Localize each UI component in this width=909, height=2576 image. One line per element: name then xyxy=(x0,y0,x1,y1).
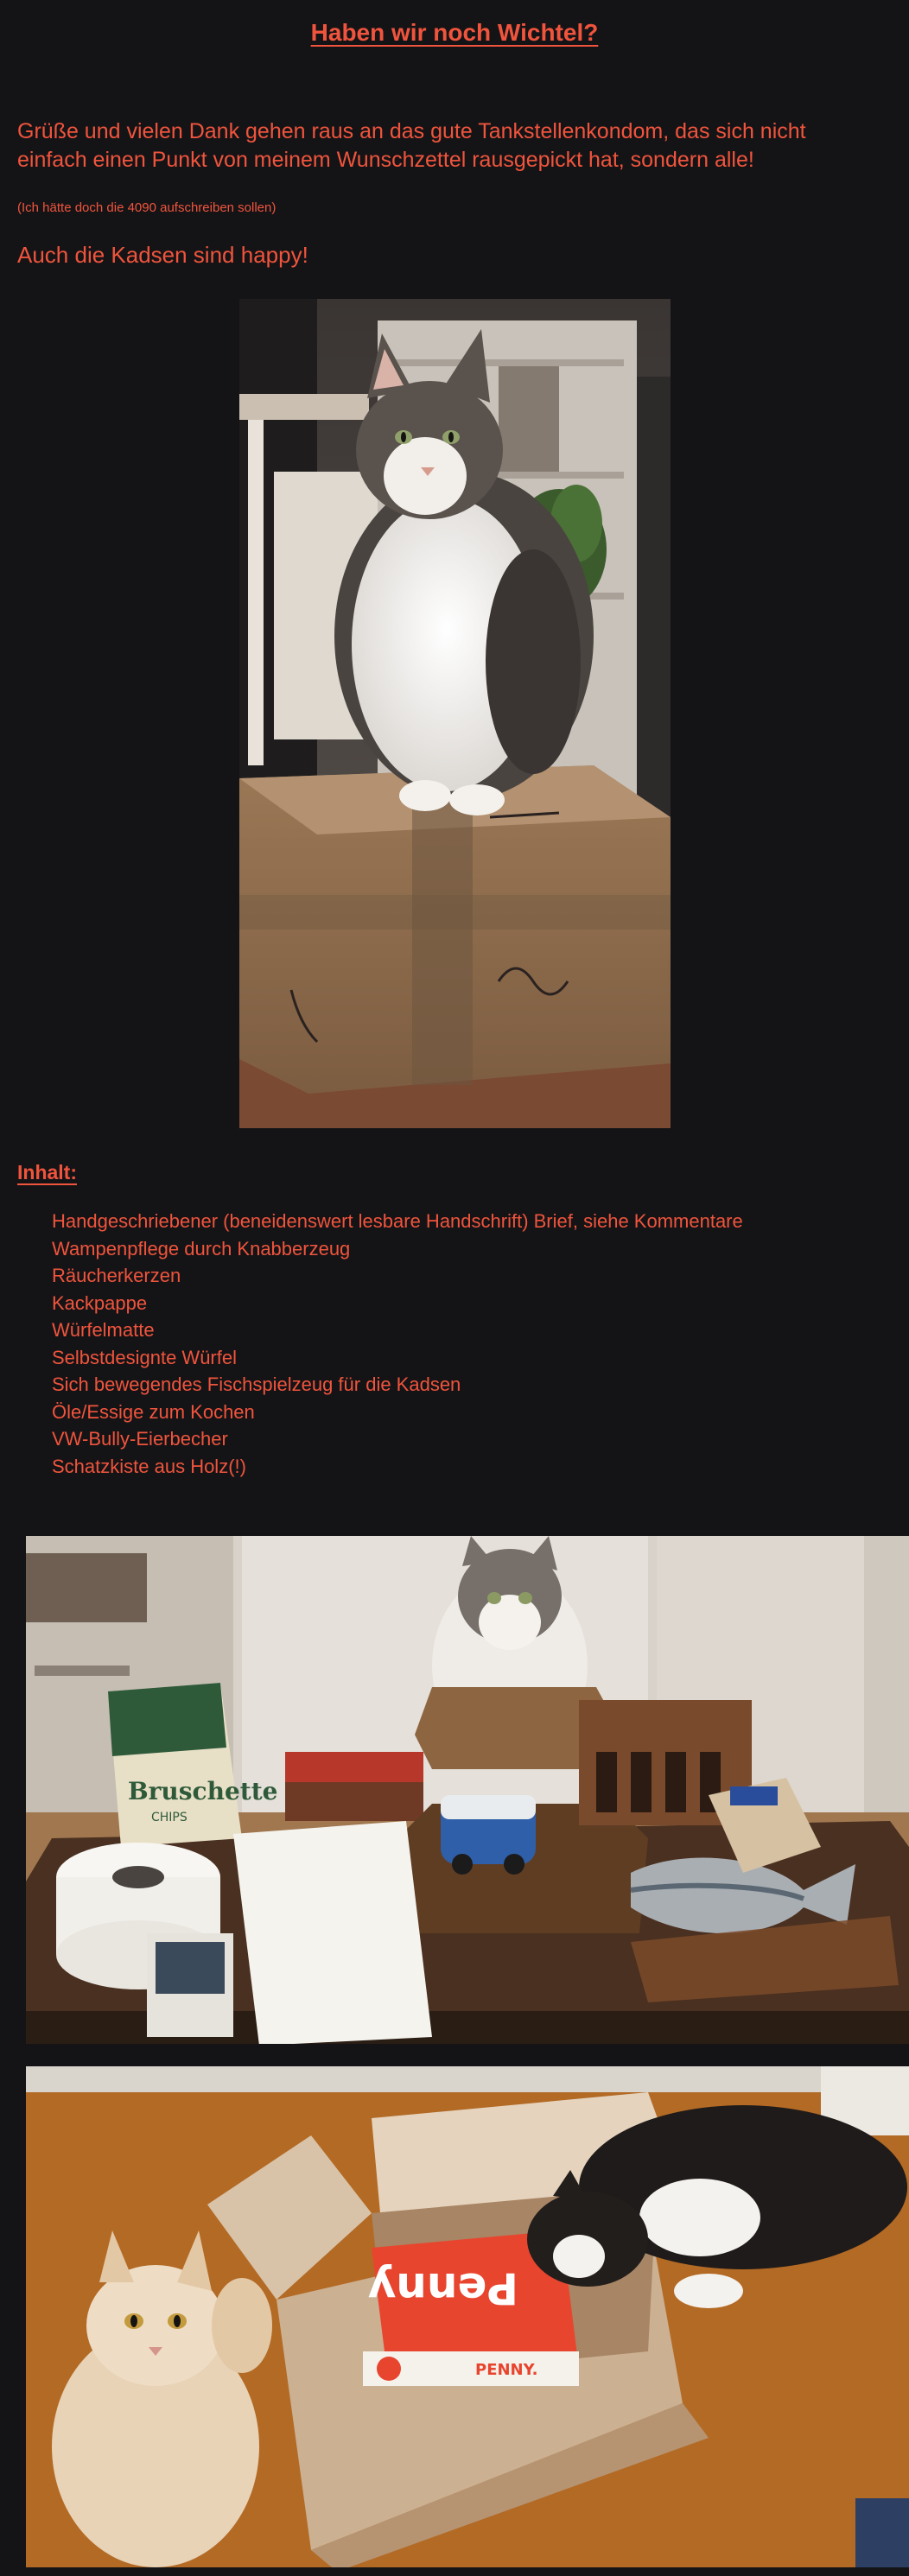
list-item: Kackpappe xyxy=(52,1291,148,1314)
cats-with-box-photo[interactable] xyxy=(26,2066,909,2567)
list-item: Sich bewegendes Fischspielzeug für die Kadsen xyxy=(52,1374,461,1395)
page-title: Haben wir noch Wichtel? xyxy=(310,19,599,46)
list-item: Würfelmatte xyxy=(52,1319,155,1341)
penny-label: PENNY. xyxy=(475,2361,538,2379)
cats-happy-text: Auch die Kadsen sind happy! xyxy=(17,242,308,268)
intro-text: Grüße und vielen Dank gehen raus an das gute Tankstellenkondom, das sich nicht einfach einen Punkt von meinem Wunschzettel rausgepickt hat, sondern alle! xyxy=(17,119,806,172)
list-item: Wampenpflege durch Knabberzeug xyxy=(52,1237,351,1259)
cat-on-box-photo[interactable] xyxy=(239,299,671,1128)
chips-sub-label: CHIPS xyxy=(151,1811,188,1824)
contents-heading: Inhalt: xyxy=(17,1161,77,1183)
list-item: VW-Bully-Eierbecher xyxy=(52,1428,228,1450)
list-item: Selbstdesignte Würfel xyxy=(52,1346,237,1368)
list-item: Handgeschriebener (beneidenswert lesbare Handschrift) Brief, siehe Kommentare xyxy=(52,1210,743,1232)
side-note: (Ich hätte doch die 4090 aufschreiben sollen) xyxy=(17,200,277,215)
gifts-on-table-photo[interactable] xyxy=(26,1536,909,2044)
list-item: Schatzkiste aus Holz(!) xyxy=(52,1455,246,1477)
penny-bag-brand: Penny xyxy=(367,2263,518,2313)
list-item: Öle/Essige zum Kochen xyxy=(52,1400,255,1423)
chips-brand-label: Bruschette xyxy=(128,1777,278,1805)
list-item: Räucherkerzen xyxy=(52,1265,181,1286)
contents-list xyxy=(52,1208,743,1480)
